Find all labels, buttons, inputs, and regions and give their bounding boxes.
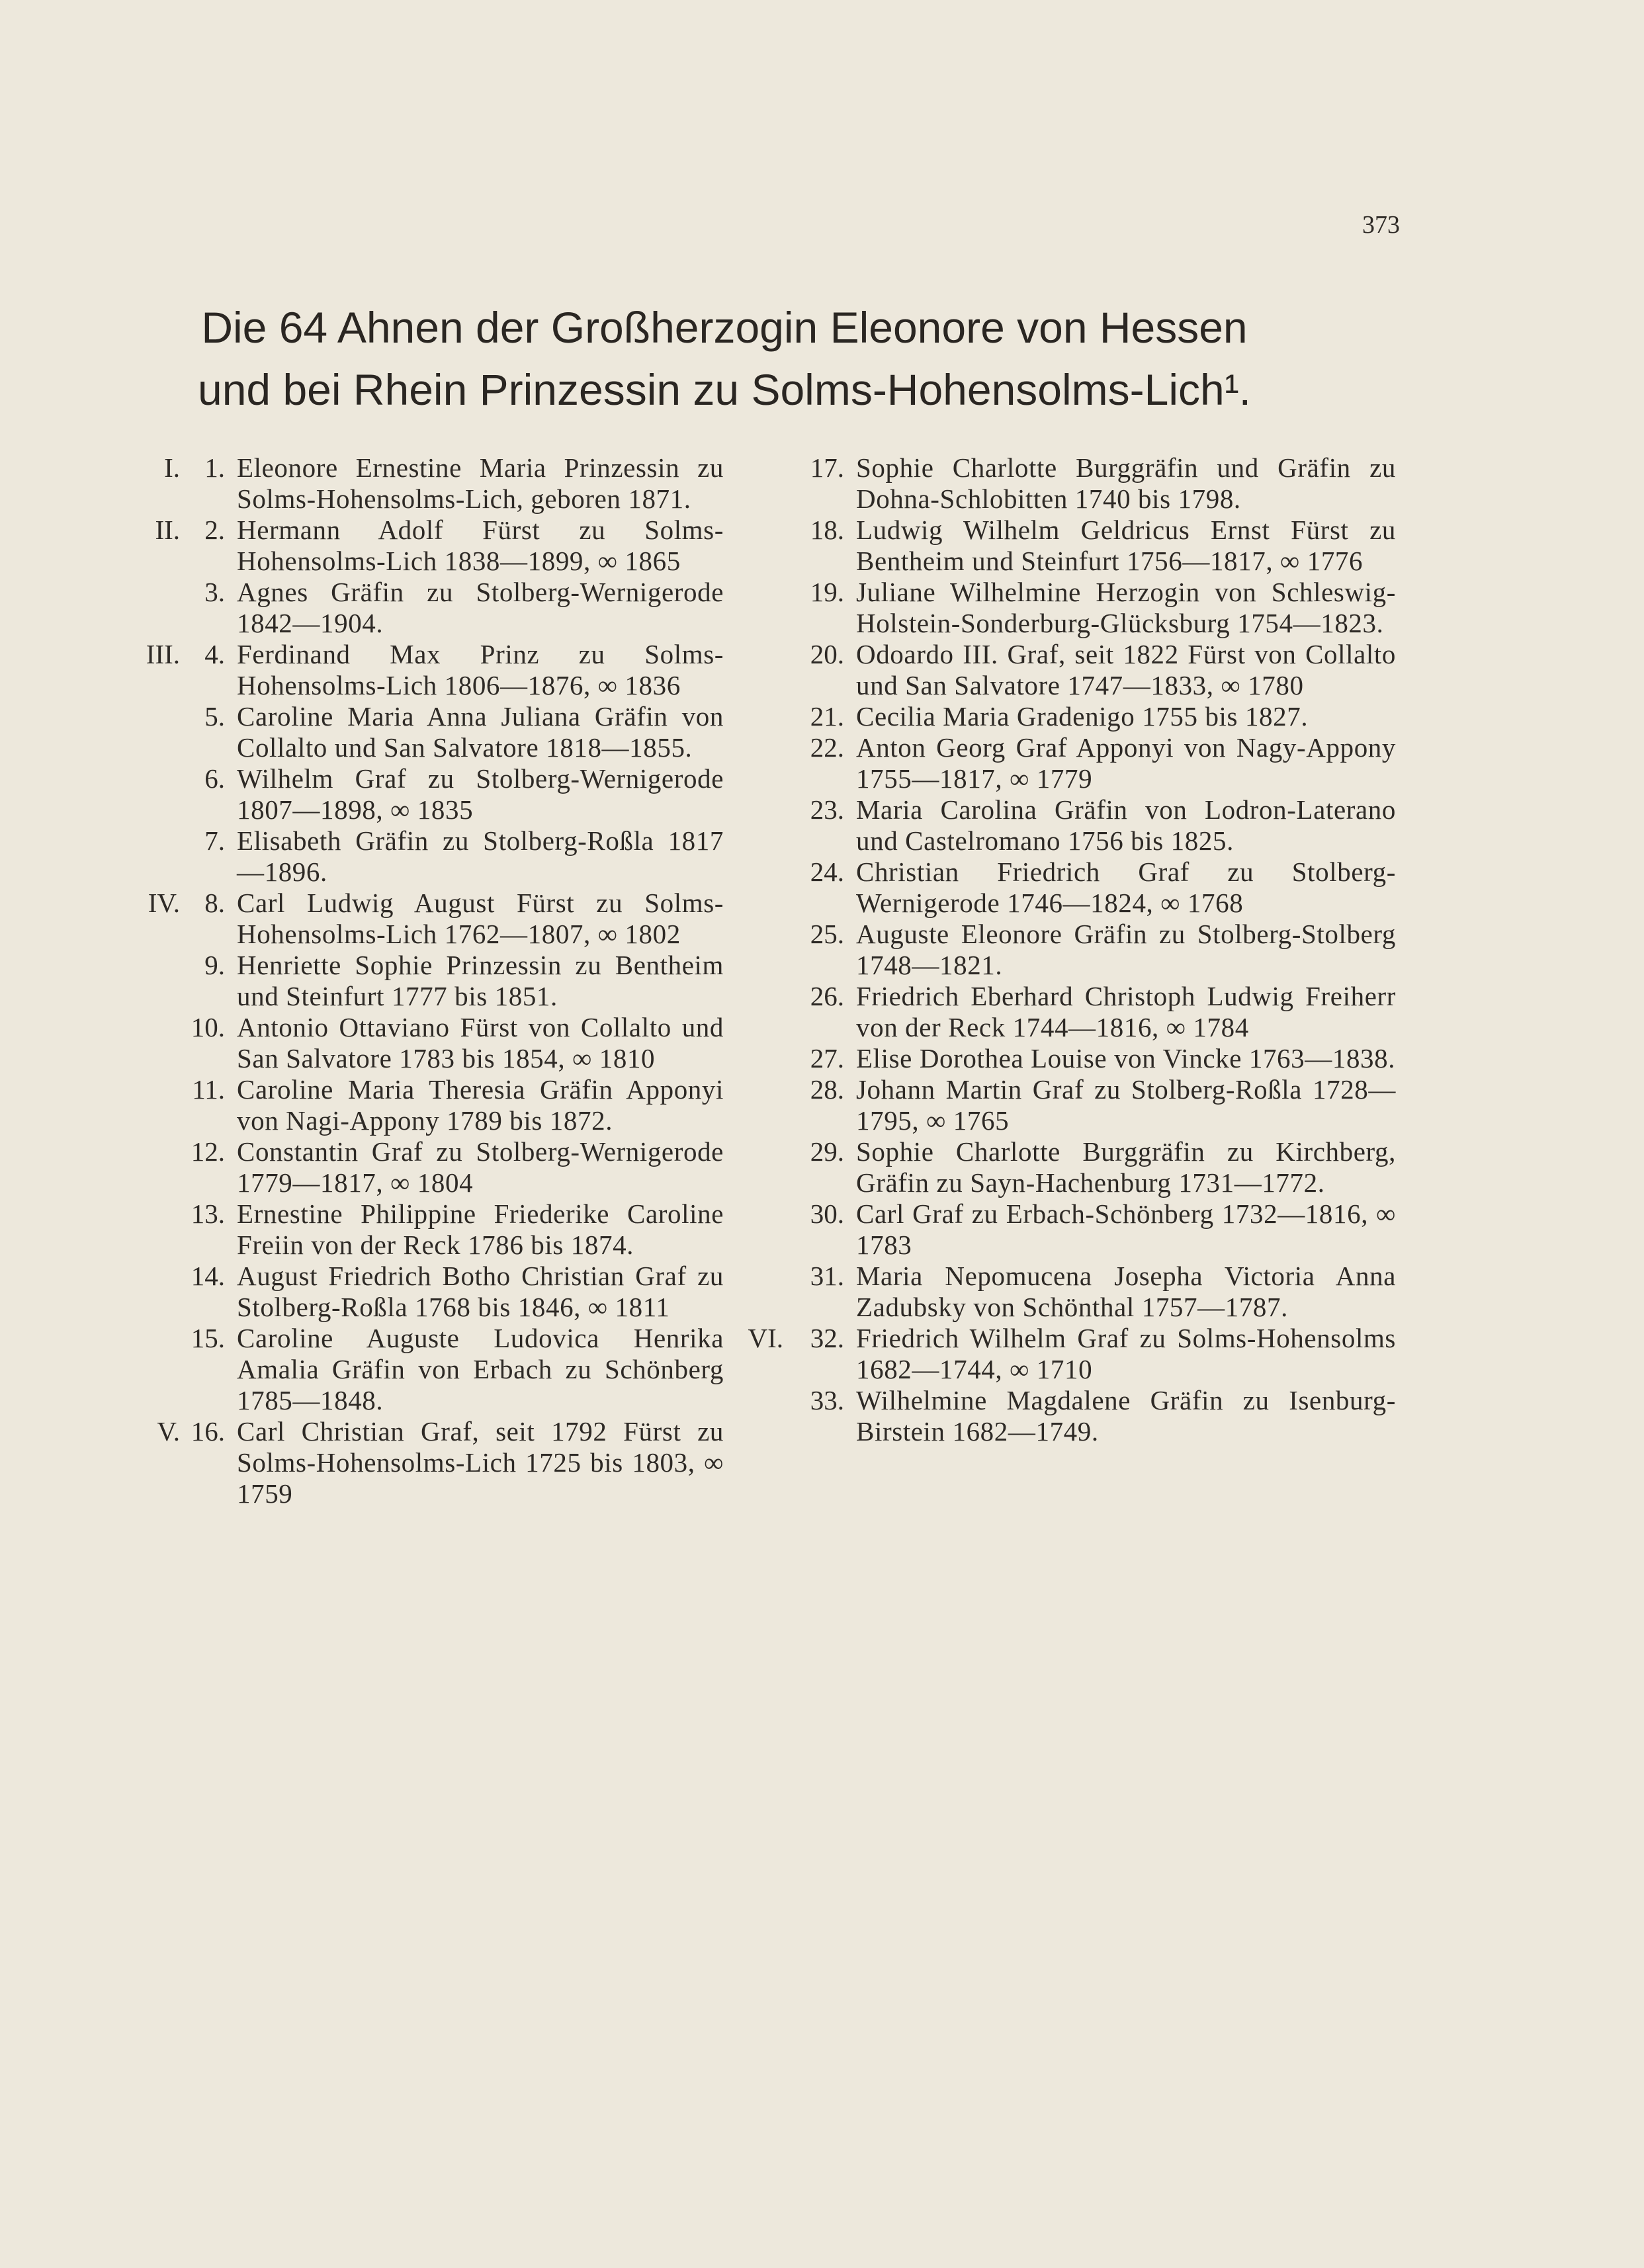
left-column xyxy=(124,452,724,1509)
generation-label xyxy=(124,577,188,639)
entry-number: 11. xyxy=(192,1074,225,1105)
entry-number: 29. xyxy=(810,1136,844,1167)
ancestor-entry-12 xyxy=(124,1136,724,1198)
generation-label xyxy=(748,919,791,981)
ancestor-entry-9 xyxy=(124,950,724,1012)
generation-label xyxy=(124,1261,188,1323)
ancestor-entry-32 xyxy=(748,1323,1396,1385)
ancestor-entry-7 xyxy=(124,825,724,888)
entry-text: Sophie Charlotte Burggräfin zu Kirchberg, Gräfin zu Sayn-Hachenburg 1731—1772. xyxy=(856,1136,1396,1198)
ancestor-entry-8 xyxy=(124,888,724,950)
entry-number: 19. xyxy=(810,577,844,607)
entry-text: Maria Carolina Gräfin von Lodron-Laterano und Castelromano 1756 bis 1825. xyxy=(856,794,1396,856)
entry-number: 8. xyxy=(204,888,225,918)
entry-text: Wilhelm Graf zu Stolberg-Wernigerode 1807—1898, ∞ 1835 xyxy=(237,763,724,825)
ancestor-entry-5 xyxy=(124,701,724,763)
entry-number: 21. xyxy=(810,701,844,732)
generation-label xyxy=(748,794,791,857)
entry-text: Maria Nepomucena Josepha Victoria Anna Zadubsky von Schönthal 1757—1787. xyxy=(856,1261,1396,1322)
entry-text: Antonio Ottaviano Fürst von Collalto und San Salvatore 1783 bis 1854, ∞ 1810 xyxy=(237,1012,724,1073)
entry-number: 24. xyxy=(810,857,844,887)
generation-label: V. xyxy=(157,1416,180,1447)
generation-label xyxy=(124,1323,188,1416)
ancestor-entry-29 xyxy=(748,1136,1396,1198)
entry-number: 32. xyxy=(810,1323,844,1353)
entry-text: Ferdinand Max Prinz zu Solms-Hohensolms-Lich 1806—1876, ∞ 1836 xyxy=(237,639,724,700)
ancestor-entry-1 xyxy=(124,452,724,515)
entry-text: Agnes Gräfin zu Stolberg-Wernigerode 1842—1904. xyxy=(237,577,724,638)
entry-text: Ernestine Philippine Friederike Caroline Freiin von der Reck 1786 bis 1874. xyxy=(237,1198,724,1260)
generation-label xyxy=(124,825,188,888)
generation-label xyxy=(124,1074,188,1136)
entry-number: 3. xyxy=(204,577,225,607)
entry-number: 22. xyxy=(810,732,844,763)
generation-label xyxy=(748,981,791,1043)
ancestor-entry-19 xyxy=(748,577,1396,639)
entry-number: 20. xyxy=(810,639,844,669)
entry-text: Christian Friedrich Graf zu Stolberg-Wernigerode 1746—1824, ∞ 1768 xyxy=(856,857,1396,918)
title-line-2: und bei Rhein Prinzessin zu Solms-Hohensolms-Lich¹. xyxy=(197,365,1252,414)
ancestor-entry-21 xyxy=(748,701,1396,732)
entry-number: 5. xyxy=(204,701,225,732)
generation-label: IV. xyxy=(148,888,180,918)
entry-number: 16. xyxy=(191,1416,225,1447)
entry-number: 26. xyxy=(810,981,844,1011)
entry-text: Carl Christian Graf, seit 1792 Fürst zu Solms-Hohensolms-Lich 1725 bis 1803, ∞ 1759 xyxy=(237,1416,724,1509)
entry-number: 2. xyxy=(204,515,225,545)
entry-text: Hermann Adolf Fürst zu Solms-Hohensolms-Lich 1838—1899, ∞ 1865 xyxy=(237,515,724,576)
entry-text: August Friedrich Botho Christian Graf zu Stolberg-Roßla 1768 bis 1846, ∞ 1811 xyxy=(237,1261,724,1322)
generation-label xyxy=(748,1136,791,1198)
generation-label xyxy=(748,515,791,577)
ancestor-entry-25 xyxy=(748,919,1396,981)
generation-label xyxy=(748,857,791,919)
entry-number: 33. xyxy=(810,1385,844,1415)
entry-number: 30. xyxy=(810,1198,844,1229)
page-number: 373 xyxy=(1362,211,1400,239)
entry-text: Carl Ludwig August Fürst zu Solms-Hohensolms-Lich 1762—1807, ∞ 1802 xyxy=(237,888,724,949)
generation-label xyxy=(748,1198,791,1261)
ancestor-entry-4 xyxy=(124,639,724,701)
entry-number: 27. xyxy=(810,1043,844,1073)
ancestor-entry-14 xyxy=(124,1261,724,1323)
generation-label: VI. xyxy=(748,1323,783,1353)
generation-label xyxy=(748,732,791,794)
ancestor-entry-18 xyxy=(748,515,1396,577)
ancestor-entry-17 xyxy=(748,452,1396,515)
generation-label: III. xyxy=(146,639,180,669)
entry-text: Caroline Maria Anna Juliana Gräfin von Collalto und San Salvatore 1818—1855. xyxy=(237,701,724,763)
ancestor-entry-3 xyxy=(124,577,724,639)
ancestor-entry-13 xyxy=(124,1198,724,1261)
entry-number: 28. xyxy=(810,1074,844,1105)
entry-text: Odoardo III. Graf, seit 1822 Fürst von Collalto und San Salvatore 1747—1833, ∞ 1780 xyxy=(856,639,1396,700)
entry-number: 7. xyxy=(204,825,225,856)
entry-number: 17. xyxy=(810,452,844,483)
generation-label xyxy=(124,950,188,1012)
entry-text: Anton Georg Graf Apponyi von Nagy-Appony 1755—1817, ∞ 1779 xyxy=(856,732,1396,794)
generation-label xyxy=(748,577,791,639)
ancestor-entry-16 xyxy=(124,1416,724,1509)
ancestor-entry-23 xyxy=(748,794,1396,857)
generation-label xyxy=(748,701,791,732)
ancestor-entry-11 xyxy=(124,1074,724,1136)
ancestor-entry-10 xyxy=(124,1012,724,1074)
entry-number: 18. xyxy=(810,515,844,545)
entry-text: Elisabeth Gräfin zu Stolberg-Roßla 1817—1896. xyxy=(237,825,724,887)
entry-number: 9. xyxy=(204,950,225,980)
entry-text: Elise Dorothea Louise von Vincke 1763—1838. xyxy=(856,1043,1396,1073)
generation-label xyxy=(748,1074,791,1136)
generation-label xyxy=(748,1043,791,1074)
entry-text: Friedrich Eberhard Christoph Ludwig Freiherr von der Reck 1744—1816, ∞ 1784 xyxy=(856,981,1396,1042)
entry-text: Constantin Graf zu Stolberg-Wernigerode 1779—1817, ∞ 1804 xyxy=(237,1136,724,1198)
ancestor-entry-27 xyxy=(748,1043,1396,1074)
entry-text: Auguste Eleonore Gräfin zu Stolberg-Stolberg 1748—1821. xyxy=(856,919,1396,980)
entry-text: Sophie Charlotte Burggräfin und Gräfin zu Dohna-Schlobitten 1740 bis 1798. xyxy=(856,452,1396,514)
generation-label: II. xyxy=(155,515,180,545)
entry-number: 1. xyxy=(204,452,225,483)
ancestor-entry-6 xyxy=(124,763,724,825)
entry-number: 10. xyxy=(191,1012,225,1042)
ancestor-entry-31 xyxy=(748,1261,1396,1323)
generation-label xyxy=(124,763,188,825)
ancestor-entry-15 xyxy=(124,1323,724,1416)
entry-number: 14. xyxy=(191,1261,225,1291)
ancestor-entry-22 xyxy=(748,732,1396,794)
entry-text: Caroline Auguste Ludovica Henrika Amalia Gräfin von Erbach zu Schönberg 1785—1848. xyxy=(237,1323,724,1415)
ancestor-entry-2 xyxy=(124,515,724,577)
entry-number: 15. xyxy=(191,1323,225,1353)
entry-text: Caroline Maria Theresia Gräfin Apponyi von Nagi-Appony 1789 bis 1872. xyxy=(237,1074,724,1136)
entry-text: Wilhelmine Magdalene Gräfin zu Isenburg-Birstein 1682—1749. xyxy=(856,1385,1396,1447)
generation-label xyxy=(124,1136,188,1198)
entry-number: 4. xyxy=(204,639,225,669)
right-column xyxy=(748,452,1396,1447)
page-title xyxy=(126,296,1323,421)
entry-number: 13. xyxy=(191,1198,225,1229)
ancestor-entry-28 xyxy=(748,1074,1396,1136)
generation-label: I. xyxy=(164,452,180,483)
generation-label xyxy=(748,1385,791,1447)
entry-number: 12. xyxy=(191,1136,225,1167)
entry-number: 6. xyxy=(204,763,225,794)
ancestor-entry-20 xyxy=(748,639,1396,701)
entry-text: Johann Martin Graf zu Stolberg-Roßla 1728—1795, ∞ 1765 xyxy=(856,1074,1396,1136)
entry-text: Juliane Wilhelmine Herzogin von Schleswig-Holstein-Sonderburg-Glücksburg 1754—1823. xyxy=(856,577,1396,638)
ancestor-entry-30 xyxy=(748,1198,1396,1261)
generation-label xyxy=(124,701,188,763)
entry-text: Eleonore Ernestine Maria Prinzessin zu Solms-Hohensolms-Lich, geboren 1871. xyxy=(237,452,724,514)
entry-number: 31. xyxy=(810,1261,844,1291)
entry-number: 23. xyxy=(810,794,844,825)
entry-number: 25. xyxy=(810,919,844,949)
entry-text: Ludwig Wilhelm Geldricus Ernst Fürst zu Bentheim und Steinfurt 1756—1817, ∞ 1776 xyxy=(856,515,1396,576)
generation-label xyxy=(748,1261,791,1323)
ancestor-entry-33 xyxy=(748,1385,1396,1447)
generation-label xyxy=(124,1012,188,1074)
ancestor-entry-26 xyxy=(748,981,1396,1043)
entry-text: Friedrich Wilhelm Graf zu Solms-Hohensolms 1682—1744, ∞ 1710 xyxy=(856,1323,1396,1384)
generation-label xyxy=(124,1198,188,1261)
entry-text: Carl Graf zu Erbach-Schönberg 1732—1816, ∞ 1783 xyxy=(856,1198,1396,1260)
generation-label xyxy=(748,452,791,515)
entry-text: Henriette Sophie Prinzessin zu Bentheim und Steinfurt 1777 bis 1851. xyxy=(237,950,724,1011)
ancestor-entry-24 xyxy=(748,857,1396,919)
title-line-1: Die 64 Ahnen der Großherzogin Eleonore von Hessen xyxy=(201,303,1248,352)
entry-text: Cecilia Maria Gradenigo 1755 bis 1827. xyxy=(856,701,1309,732)
generation-label xyxy=(748,639,791,701)
